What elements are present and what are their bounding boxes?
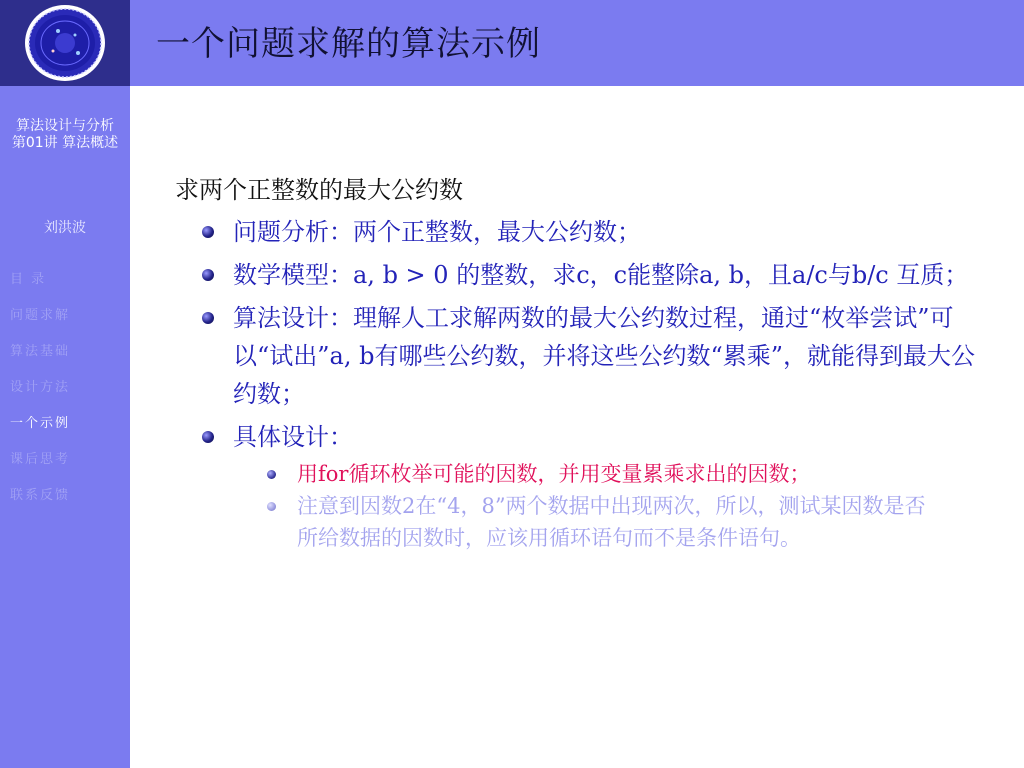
bullet-list	[175, 213, 995, 554]
nav-item-feedback[interactable]: 联系反馈	[10, 488, 71, 503]
sub-bullet-item-loop-enumeration	[175, 458, 927, 490]
author-name: 刘洪波	[44, 220, 86, 236]
nav-item-algorithm-basics[interactable]: 算法基础	[10, 344, 71, 359]
bullet-text: 具体设计：	[233, 423, 353, 451]
university-seal-icon	[23, 3, 107, 83]
slide-title: 一个问题求解的算法示例	[156, 24, 541, 64]
nav-item-design-methods[interactable]: 设计方法	[10, 380, 71, 395]
nav-item-problem-solving[interactable]: 问题求解	[10, 308, 71, 323]
sphere-bullet-icon	[202, 269, 214, 281]
bullet-item-concrete-design	[175, 418, 985, 554]
sub-bullet-list	[233, 458, 985, 554]
bullet-item-problem-analysis	[175, 213, 985, 251]
bullet-text: 问题分析：两个正整数，最大公约数；	[233, 218, 641, 246]
sphere-bullet-icon	[202, 431, 214, 443]
course-title-text: 算法设计与分析 第01讲 算法概述	[11, 118, 119, 151]
course-title	[4, 118, 126, 152]
bullet-item-math-model	[175, 256, 985, 294]
nav-item-exercises[interactable]: 课后思考	[10, 452, 71, 467]
sub-bullet-text: 注意到因数2在“4，8”两个数据中出现两次，所以，测试某因数是否所给数据的因数时，应该用循环语句而不是条件语句。	[297, 494, 926, 550]
sphere-bullet-icon	[267, 502, 276, 511]
section-title: 求两个正整数的最大公约数	[175, 176, 463, 204]
section-nav	[10, 271, 128, 523]
bullet-text: 算法设计：理解人工求解两数的最大公约数过程，通过“枚举尝试”可以“试出”a, b有哪些公约数，并将这些公约数“累乘”，就能得到最大公约数；	[233, 304, 976, 408]
sub-bullet-text: 用for循环枚举可能的因数，并用变量累乘求出的因数；	[297, 462, 811, 486]
bullet-item-algorithm-design	[175, 299, 985, 413]
sphere-bullet-icon	[202, 312, 214, 324]
sphere-bullet-icon	[202, 226, 214, 238]
logo-area	[0, 0, 130, 86]
sidebar	[0, 0, 130, 768]
sub-bullet-item-note	[175, 490, 927, 554]
slide-header	[130, 0, 1024, 86]
nav-item-contents[interactable]: 目 录	[10, 272, 47, 287]
slide-content	[175, 170, 995, 559]
sphere-bullet-icon	[267, 470, 276, 479]
bullet-text: 数学模型：a, b > 0 的整数，求c，c能整除a, b，且a/c与b/c 互质；	[233, 261, 969, 289]
nav-item-example[interactable]: 一个示例	[10, 416, 71, 431]
